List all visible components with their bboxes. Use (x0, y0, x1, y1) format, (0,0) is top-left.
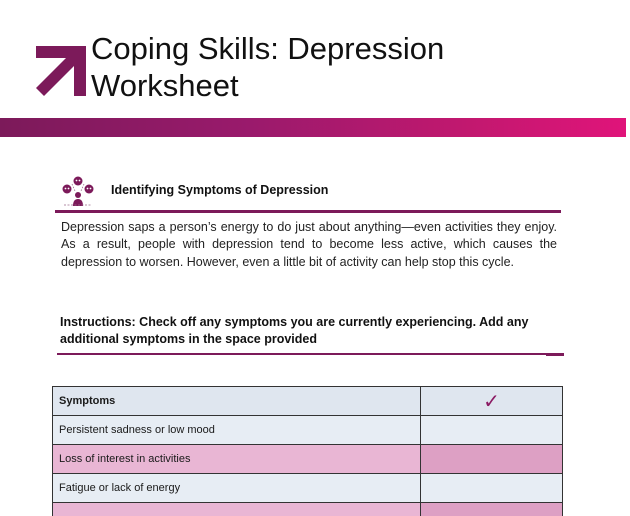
table-row (53, 416, 563, 445)
intro-paragraph: Depression saps a person’s energy to do just about anything—even activities they enjoy. As a result, people with depression tend to become less active, which causes the depression to worsen. However, even a little bit of activity can help stop this cycle. (61, 220, 557, 269)
symptom-cell: Loss of interest in activities (53, 445, 421, 474)
page-title (91, 30, 611, 104)
symptom-cell[interactable] (53, 503, 421, 516)
table-row (53, 445, 563, 474)
checkbox-cell[interactable] (421, 503, 563, 516)
section-heading: Identifying Symptoms of Depression (111, 183, 329, 197)
arrow-up-right-icon (34, 44, 88, 98)
symptoms-column-header: Symptoms (53, 387, 421, 416)
table-header-row (53, 387, 563, 416)
instructions-divider-end (546, 353, 564, 356)
checkbox-cell[interactable] (421, 445, 563, 474)
symptom-cell: Fatigue or lack of energy (53, 474, 421, 503)
checkbox-cell[interactable] (421, 474, 563, 503)
checkmark-column-header: ✓ (421, 387, 563, 416)
title-line-2: Worksheet (91, 68, 239, 103)
header-gradient-bar (0, 118, 626, 137)
symptoms-table (52, 386, 563, 516)
checkbox-cell[interactable] (421, 416, 563, 445)
instructions-text: Instructions: Check off any symptoms you are currently experiencing. Add any additional symptoms in the space provided (60, 315, 529, 346)
table-row (53, 474, 563, 503)
title-line-1: Coping Skills: Depression (91, 31, 445, 66)
symptom-cell: Persistent sadness or low mood (53, 416, 421, 445)
section-divider (55, 210, 561, 213)
table-row (53, 503, 563, 516)
people-emotions-icon (58, 175, 98, 209)
instructions-divider (57, 353, 546, 355)
